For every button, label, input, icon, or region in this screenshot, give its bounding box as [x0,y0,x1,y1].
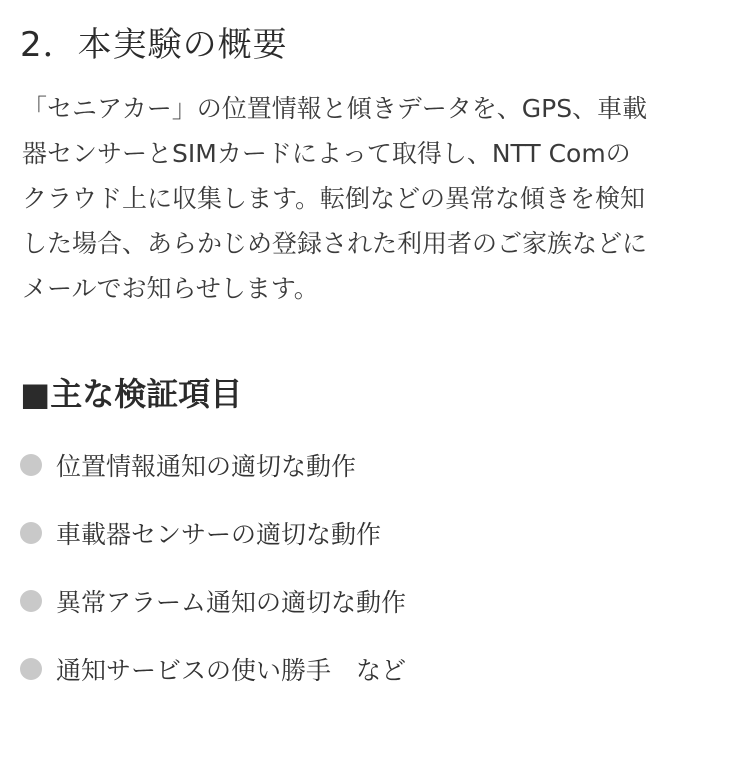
list-item-text: 車載器センサーの適切な動作 [56,520,382,549]
list-item-text: 異常アラーム通知の適切な動作 [56,588,407,617]
verification-heading: ■主な検証項目 [20,375,243,413]
list-item [20,437,406,493]
intro-line: 「セニアカー」の位置情報と傾きデータを、GPS、車載 [22,94,648,123]
list-item [20,641,406,697]
list-item [20,573,406,629]
intro-line: クラウド上に収集します。転倒などの異常な傾きを検知 [22,184,646,213]
intro-line: 器センサーとSIMカードによって取得し、NTT Comの [22,139,631,168]
bullet-icon [20,522,42,544]
bullet-icon [20,590,42,612]
list-item-text: 位置情報通知の適切な動作 [56,452,357,481]
section-heading: 2．本実験の概要 [20,25,288,65]
verification-list [20,437,406,709]
list-item-text: 通知サービスの使い勝手 など [56,656,407,685]
intro-paragraph [22,86,734,311]
bullet-icon [20,454,42,476]
list-item [20,505,406,561]
intro-line: メールでお知らせします。 [22,274,319,303]
bullet-icon [20,658,42,680]
intro-line: した場合、あらかじめ登録された利用者のご家族などに [22,229,648,258]
